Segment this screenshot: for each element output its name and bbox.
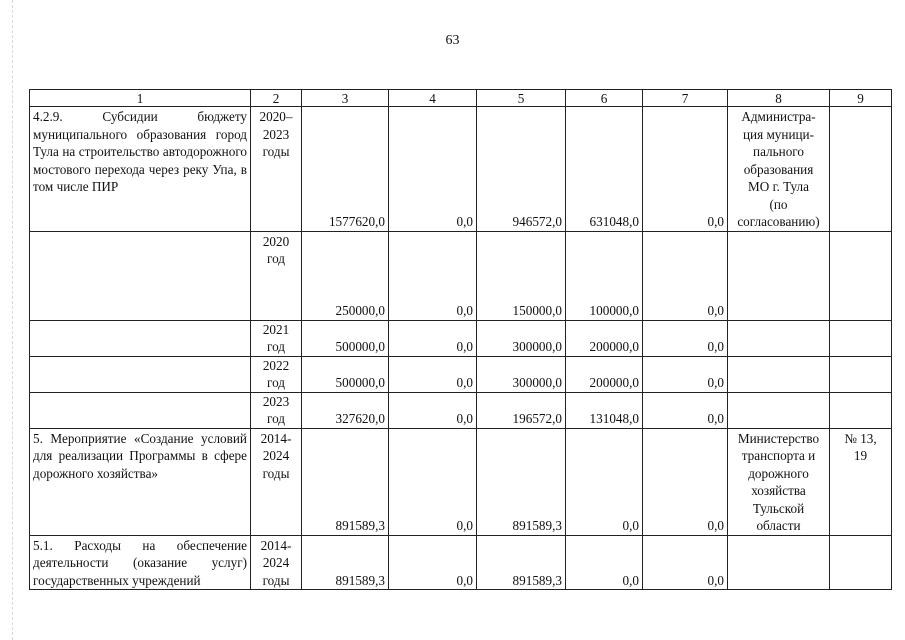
federal-cell: 0,0: [389, 356, 477, 392]
measure-name-cell: [30, 231, 251, 320]
total-cell: 1577620,0: [302, 107, 389, 232]
federal-cell: 0,0: [389, 428, 477, 535]
table-row: [30, 428, 892, 535]
table-row: [30, 392, 892, 428]
other-cell: 0,0: [643, 535, 728, 590]
period-cell: 2020 год: [251, 231, 302, 320]
table-row: [30, 107, 892, 232]
federal-cell: 0,0: [389, 320, 477, 356]
measure-name-cell: 4.2.9. Субсидии бюджету муниципального образования город Тула на строительство автодорожного мостового перехода через реку Упа, в том числе ПИР: [30, 107, 251, 232]
table-row: [30, 320, 892, 356]
municipal-cell: 131048,0: [566, 392, 643, 428]
measure-name-cell: [30, 320, 251, 356]
total-cell: 250000,0: [302, 231, 389, 320]
measure-name-cell: 5. Мероприятие «Создание условий для реализации Программы в сфере дорожного хозяйства»: [30, 428, 251, 535]
indicator-cell: [830, 320, 892, 356]
executor-cell: Министерство транспорта и дорожного хозяйства Тульской области: [728, 428, 830, 535]
regional-cell: 891589,3: [477, 535, 566, 590]
header-cell: 6: [566, 90, 643, 107]
header-cell: 4: [389, 90, 477, 107]
period-cell: 2014- 2024 годы: [251, 535, 302, 590]
period-cell: 2022 год: [251, 356, 302, 392]
indicator-cell: [830, 231, 892, 320]
municipal-cell: 0,0: [566, 428, 643, 535]
executor-cell: [728, 231, 830, 320]
executor-cell: [728, 392, 830, 428]
table-row: [30, 535, 892, 590]
indicator-cell: [830, 107, 892, 232]
total-cell: 891589,3: [302, 428, 389, 535]
total-cell: 500000,0: [302, 320, 389, 356]
page-number: 63: [445, 33, 460, 48]
indicator-cell: [830, 392, 892, 428]
table-row: [30, 231, 892, 320]
period-cell: 2021 год: [251, 320, 302, 356]
page-edge-line: [12, 0, 13, 640]
executor-cell: [728, 320, 830, 356]
regional-cell: 300000,0: [477, 320, 566, 356]
indicator-cell: [830, 535, 892, 590]
header-cell: 1: [30, 90, 251, 107]
regional-cell: 196572,0: [477, 392, 566, 428]
header-row: [30, 90, 892, 107]
other-cell: 0,0: [643, 320, 728, 356]
period-cell: 2023 год: [251, 392, 302, 428]
regional-cell: 891589,3: [477, 428, 566, 535]
federal-cell: 0,0: [389, 535, 477, 590]
municipal-cell: 200000,0: [566, 356, 643, 392]
regional-cell: 946572,0: [477, 107, 566, 232]
other-cell: 0,0: [643, 392, 728, 428]
other-cell: 0,0: [643, 428, 728, 535]
total-cell: 500000,0: [302, 356, 389, 392]
federal-cell: 0,0: [389, 107, 477, 232]
measure-name-cell: 5.1. Расходы на обеспечение деятельности (оказание услуг) государственных учреждений: [30, 535, 251, 590]
header-cell: 2: [251, 90, 302, 107]
header-cell: 5: [477, 90, 566, 107]
other-cell: 0,0: [643, 231, 728, 320]
executor-cell: [728, 535, 830, 590]
measure-name-cell: [30, 356, 251, 392]
indicator-cell: [830, 356, 892, 392]
other-cell: 0,0: [643, 356, 728, 392]
measure-name-cell: [30, 392, 251, 428]
municipal-cell: 100000,0: [566, 231, 643, 320]
municipal-cell: 200000,0: [566, 320, 643, 356]
total-cell: 327620,0: [302, 392, 389, 428]
executor-cell: Администра- ция муници- пального образования МО г. Тула (по согласованию): [728, 107, 830, 232]
header-cell: 3: [302, 90, 389, 107]
executor-cell: [728, 356, 830, 392]
budget-table: [29, 89, 892, 590]
indicator-cell: № 13, 19: [830, 428, 892, 535]
period-cell: 2014- 2024 годы: [251, 428, 302, 535]
table-row: [30, 356, 892, 392]
other-cell: 0,0: [643, 107, 728, 232]
municipal-cell: 631048,0: [566, 107, 643, 232]
municipal-cell: 0,0: [566, 535, 643, 590]
header-cell: 7: [643, 90, 728, 107]
federal-cell: 0,0: [389, 392, 477, 428]
total-cell: 891589,3: [302, 535, 389, 590]
period-cell: 2020– 2023 годы: [251, 107, 302, 232]
federal-cell: 0,0: [389, 231, 477, 320]
header-cell: 9: [830, 90, 892, 107]
header-cell: 8: [728, 90, 830, 107]
regional-cell: 300000,0: [477, 356, 566, 392]
regional-cell: 150000,0: [477, 231, 566, 320]
